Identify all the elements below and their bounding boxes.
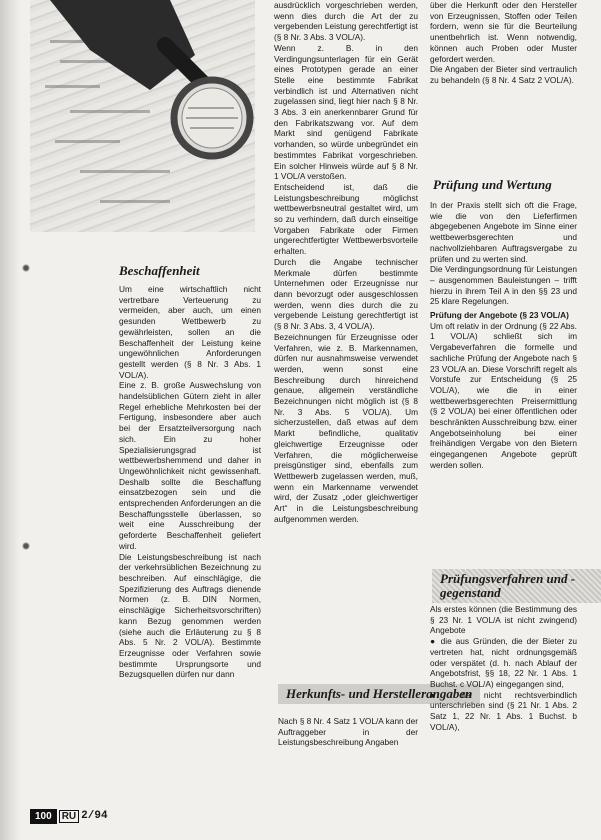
page-footer xyxy=(30,808,108,824)
paragraph: Bezeichnungen für Erzeugnisse oder Verfahren, wie z. B. Markennamen, dürfen nur ausnahmsweise verwendet werden, wenn sonst eine Beschreibung durch hinreichend genaue, allgemein verständliche Bezeichnungen nicht möglich ist (§ 8 Nr. 3 Abs. 5 VOL/A). Um sicherzustellen, daß etwas auf dem Markt befindliche, qualitativ gleichwertige Erzeugnisse oder Verfahren, die möglicherweise preisgünstiger sind, ebenfalls zum Wettbewerb zugelassen werden, muß, wenn ein Markenname verwendet wird, der Zusatz „oder gleichwertiger Art“ in die Leistungsbeschreibung aufgenommen werden. xyxy=(274,331,418,524)
column-right xyxy=(430,0,577,86)
paragraph: Um oft relativ in der Ordnung (§ 22 Abs. 1 VOL/A) schließt sich im Vergabeverfahren die formelle und sachliche Prüfung der Angebote nach § 23 VOL/A an. Diese Vorschrift regelt als Vorstufe zur Entscheidung (§ 25 VOL/A), wie die in einer wettbewerbsgerechten Preisermittlung (§ 2 VOL/A) bei einer öffentlichen oder beschränkten Ausschreibung bzw. einer Angebotseinholung bei einer freihändigen Vergabe von den Bietern eingegangenen Angebote geprüft werden sollen. xyxy=(430,320,577,470)
paragraph: Die Angaben der Bieter sind vertraulich zu behandeln (§ 8 Nr. 4 Satz 2 VOL/A). xyxy=(430,64,577,85)
paragraph: Nach § 8 Nr. 4 Satz 1 VOL/A kann der Auftraggeber in der Leistungsbeschreibung Angaben xyxy=(278,716,418,748)
list-item: ● die aus Gründen, die der Bieter zu vertreten hat, nicht ordnungsgemäß oder verspätet (d. h. nach Ablauf der Angebotsfrist, §§ 18, 22 Nr. 1 Abs. 1 Buchst. c VOL/A) eingegangen sind, xyxy=(430,636,577,689)
paragraph: ausdrücklich vorgeschrieben werden, wenn dies durch die Art der zu vergebenden Leistung gerechtfertigt ist (§ 8 Nr. 3 Abs. 3 VOL/A). xyxy=(274,0,418,43)
paragraph: über die Herkunft oder den Hersteller von Erzeugnissen, Stoffen oder Teilen fordern, wenn sie für die Beurteilung unentbehrlich ist. Wenn notwendig, können auch Proben oder Muster gefordert werden. xyxy=(430,0,577,64)
heading-pruefung-wertung: Prüfung und Wertung xyxy=(433,177,552,192)
paragraph: Durch die Angabe technischer Merkmale dürfen bestimmte Unternehmen oder Erzeugnisse nur dann bevorzugt oder ausgeschlossen werden, wenn dies durch die zu vergebende Leistung gerechtfertigt ist (§ 8 Nr. 3 Abs. 3, 4 VOL/A). xyxy=(274,256,418,332)
column-left xyxy=(119,284,261,680)
column-middle-bottom xyxy=(278,716,418,748)
magnifying-glass-icon xyxy=(30,0,255,232)
heading-pruefungsverfahren: Prüfungsverfahren und -gegenstand xyxy=(432,569,601,603)
paragraph: Wenn z. B. in den Verdingungsunterlagen für ein Gerät eines Prototypen gerade an einer Stelle eine bestimmte Fabrikat verbindlich ist und Alternativen nicht zugelassen sind, liegt hier nach § 8 Nr. 3 Abs. 3 ein anerkennbarer Grund für den Fabrikatszwang vor. Auf dem Markt sind genügend Fabrikate vorhanden, so würde unbegründet ein bestimmtes Fabrikat vorgeschrieben. Ein solcher Hinweis würde auf § 8 Nr. 1 VOL/A verstoßen. xyxy=(274,42,418,182)
paragraph: Um eine wirtschaftlich nicht vertretbare Verteuerung zu vermeiden, aber auch, um einen gesunden Wettbewerb zu gewährleisten, sollen an die Beschaffenheit der Leistung keine ungewöhnlichen Anforderungen gestellt werden (§ 8 Nr. 3 Abs. 1 VOL/A). xyxy=(119,284,261,380)
paragraph: Die Leistungsbeschreibung ist nach der verkehrsüblichen Bezeichnung zu beschreiben. Auf einschlägige, die Spezifizierung des Auftrags dienende Normen (z. B. DIN Normen, einschlägige Sicherheitsvorschriften) kann Bezug genommen werden (siehe auch die Erläuterung zu § 8 Abs. 5 Nr. 2 VOL/A). Bestimmte Erzeugnisse oder Verfahren sowie bestimmte Ursprungsorte und Bezugsquellen dürfen nur dann xyxy=(119,551,261,680)
binder-hole xyxy=(22,262,30,274)
paragraph: Entscheidend ist, daß die Leistungsbeschreibung möglichst wettbewerbsneutral gestaltet wird, um so zu verhindern, daß durch einseitige Vorgaben Fabrikate oder Firmen ungerechtfertigter Wettbewerbsvorteile erhalten. xyxy=(274,181,418,257)
paragraph: Als erstes können (die Bestimmung des § 23 Nr. 1 VOL/A ist nicht zwingend) Angebote xyxy=(430,604,577,636)
heading-beschaffenheit: Beschaffenheit xyxy=(119,263,200,278)
page-number: 100 xyxy=(30,809,57,824)
subheading-pruefung-angebote: Prüfung der Angebote (§ 23 VOL/A) xyxy=(430,310,569,321)
binder-hole xyxy=(22,540,30,552)
paragraph: Die Verdingungsordnung für Leistungen – ausgenommen Bauleistungen – trifft hierzu in ihrem Teil A in den §§ 23 und 25 klare Regelungen. xyxy=(430,264,577,307)
binding-shadow xyxy=(0,0,20,840)
issue-number: 2/94 xyxy=(81,810,108,822)
heading-herkunftsangaben: Herkunfts- und Herstellerangaben xyxy=(278,684,480,704)
column-middle xyxy=(274,0,418,524)
column-right-bottom xyxy=(430,604,577,732)
paragraph: In der Praxis stellt sich oft die Frage, wie die von den Lieferfirmen abgegebenen Angebote im Sinne einer wettbewerbsgerechten und nachvollziehbaren Auftragsvergabe zu prüfen und zu werten sind. xyxy=(430,200,577,264)
magazine-logo: RU xyxy=(59,810,79,823)
column-right-mid xyxy=(430,200,577,471)
paragraph: Eine z. B. große Auswechslung von handelsüblichen Gütern zieht in aller Regel erhebliche Mehrkosten bei der Fertigung, insbesondere aber auch bei der Ersatzteilversorgung nach sich. Ein zu hoher Spezialisierungsgrad ist wettbewerbshemmend und daher in Ungewöhnlichkeit nicht gewissenhaft. Deshalb sollte die Beschaffung einsatzbezogen sein und die entsprechenden Anforderungen an die Beschaffungsstelle überlassen, so weit eine Ausschreibung der geforderte Beschaffenheit geliefert wird. xyxy=(119,380,261,551)
magnifier-photo xyxy=(30,0,255,232)
list-item: ● die nicht rechtsverbindlich unterschrieben sind (§ 21 Nr. 1 Abs. 2 Satz 1, 22 Nr. 1 Abs. 1 Buchst. b VOL/A), xyxy=(430,689,577,732)
